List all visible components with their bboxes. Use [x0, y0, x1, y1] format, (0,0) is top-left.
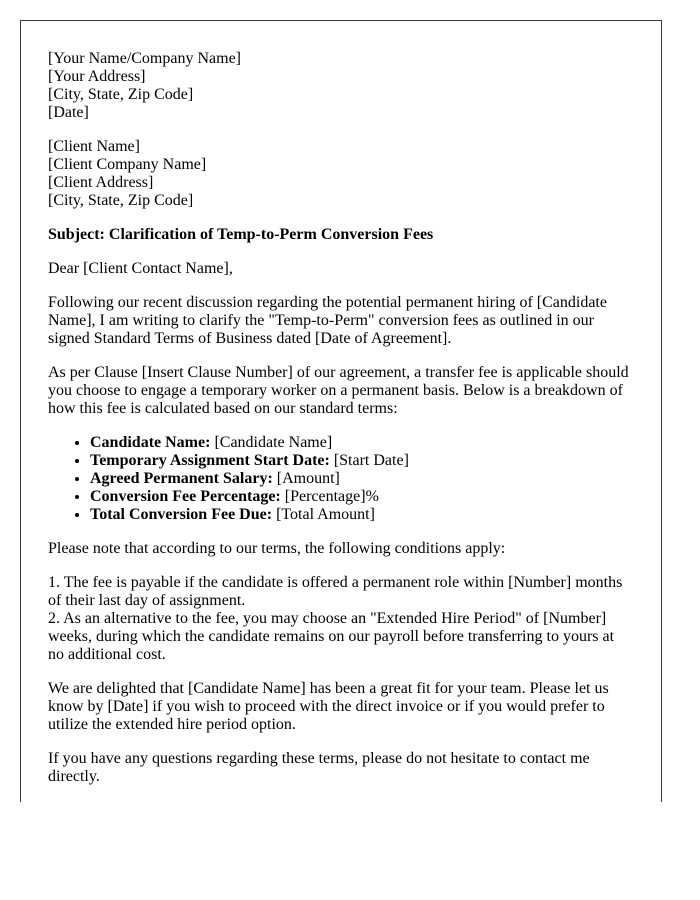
appreciation-paragraph: We are delighted that [Candidate Name] has been a great fit for your team. Please let us know by [Date] if you wish to proceed with the direct invoice or if you would prefer to utilize the extended hire period option.: [48, 680, 609, 733]
fee-item-start-date: [90, 452, 634, 470]
conditions-intro: Please note that according to our terms, the following conditions apply:: [48, 540, 506, 557]
client-city-state-zip: [City, State, Zip Code]: [48, 192, 194, 209]
fee-item-label: Agreed Permanent Salary:: [90, 470, 273, 487]
condition-2: 2. As an alternative to the fee, you may choose an "Extended Hire Period" of [Number] weeks, during which the candidate remains on our payroll before transferring to yours at no additional cost.: [48, 610, 615, 663]
letter-date: [Date]: [48, 104, 89, 121]
fee-item-value: [Candidate Name]: [214, 434, 333, 451]
fee-item-value: [Amount]: [276, 470, 340, 487]
sender-name: [Your Name/Company Name]: [48, 50, 242, 67]
conditions-block: [48, 574, 634, 664]
sender-address: [Your Address]: [48, 68, 146, 85]
fee-breakdown-list: [48, 434, 634, 524]
condition-1: 1. The fee is payable if the candidate is offered a permanent role within [Number] months of their last day of assignment.: [48, 574, 623, 609]
fee-item-salary: [90, 470, 634, 488]
fee-item-value: [Start Date]: [333, 452, 409, 469]
clause-paragraph: As per Clause [Insert Clause Number] of our agreement, a transfer fee is applicable should you choose to engage a temporary worker on a permanent basis. Below is a breakdown of how this fee is calculated based on our standard terms:: [48, 364, 629, 417]
fee-item-total: [90, 506, 634, 524]
recipient-address-block: [48, 138, 634, 210]
salutation: Dear [Client Contact Name],: [48, 260, 233, 277]
sender-city-state-zip: [City, State, Zip Code]: [48, 86, 194, 103]
fee-item-label: Conversion Fee Percentage:: [90, 488, 281, 505]
client-company-name: [Client Company Name]: [48, 156, 207, 173]
subject-line: Subject: Clarification of Temp-to-Perm Conversion Fees: [48, 226, 434, 243]
client-address: [Client Address]: [48, 174, 154, 191]
intro-paragraph: Following our recent discussion regarding the potential permanent hiring of [Candidate Name], I am writing to clarify the "Temp-to-Perm" conversion fees as outlined in our signed Standard Terms of Business dated [Date of Agreement].: [48, 294, 607, 347]
fee-item-label: Total Conversion Fee Due:: [90, 506, 273, 523]
fee-item-percentage: [90, 488, 634, 506]
fee-item-label: Candidate Name:: [90, 434, 211, 451]
fee-item-value: [Total Amount]: [276, 506, 375, 523]
sender-address-block: [48, 50, 634, 122]
closing-paragraph: If you have any questions regarding these terms, please do not hesitate to contact me directly.: [48, 750, 590, 785]
fee-item-value: [Percentage]%: [284, 488, 379, 505]
client-name: [Client Name]: [48, 138, 140, 155]
fee-item-candidate-name: [90, 434, 634, 452]
fee-item-label: Temporary Assignment Start Date:: [90, 452, 330, 469]
letter-document: [20, 20, 662, 802]
